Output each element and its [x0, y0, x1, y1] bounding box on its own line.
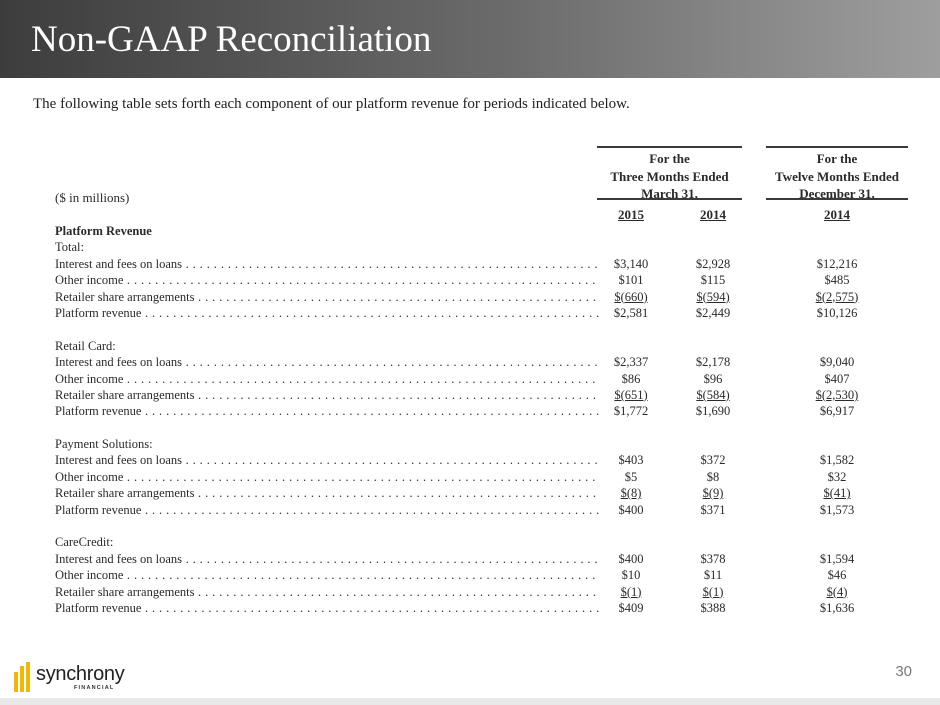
segment-name: Retail Card: [55, 338, 116, 353]
row-label: Retailer share arrangements . . . [55, 584, 600, 600]
row-spacer [55, 420, 875, 436]
cell-value: $407 [824, 371, 850, 386]
cell-value: $(8) [620, 486, 642, 501]
cell-value: $400 [618, 551, 644, 566]
row-label: Platform revenue . . . [55, 403, 600, 419]
logo-bar [14, 672, 18, 692]
page-number: 30 [895, 663, 912, 680]
cell-value: $388 [700, 600, 726, 615]
row-label: Platform revenue . . . [55, 305, 600, 321]
row-label: Retailer share arrangements . . . [55, 387, 600, 403]
cell-value: $371 [700, 502, 726, 517]
row-label: Other income . . . [55, 272, 600, 288]
column-group-twelve-months [766, 146, 908, 203]
company-logo [12, 662, 142, 694]
row-label: Other income . . . [55, 567, 600, 583]
cell-value: $11 [703, 568, 723, 583]
row-label: Retailer share arrangements . . . [55, 485, 600, 501]
page-title: Non-GAAP Reconciliation [31, 19, 432, 60]
row-label: Other income . . . [55, 469, 600, 485]
row-label: Retailer share arrangements . . . [55, 289, 600, 305]
reconciliation-table [55, 223, 875, 616]
segment-name: Total: [55, 240, 84, 255]
table-row [55, 600, 875, 616]
title-bar [0, 0, 940, 78]
cell-value: $(594) [696, 289, 730, 304]
cell-value: $403 [618, 453, 644, 468]
cell-value: $(2,575) [815, 289, 859, 304]
cell-value: $2,337 [613, 355, 649, 370]
year-header-2014-q: 2014 [700, 207, 726, 222]
cell-value: $(2,530) [815, 387, 859, 402]
cell-value: $(41) [823, 486, 851, 501]
table-row [55, 485, 875, 501]
cell-value: $400 [618, 502, 644, 517]
cell-value: $5 [624, 469, 638, 484]
cell-value: $86 [621, 371, 641, 386]
logo-bar [20, 666, 24, 692]
cell-value: $1,573 [819, 502, 855, 517]
table-row [55, 371, 875, 387]
row-label: Interest and fees on loans . . . [55, 452, 600, 468]
cell-value: $(1) [702, 584, 724, 599]
segment-heading [55, 534, 875, 550]
cell-value: $(660) [614, 289, 648, 304]
row-label: Interest and fees on loans . . . [55, 256, 600, 272]
cell-value: $1,582 [819, 453, 855, 468]
cell-value: $1,594 [819, 551, 855, 566]
column-rule [766, 198, 908, 200]
cell-value: $115 [700, 273, 726, 288]
row-label: Interest and fees on loans . . . [55, 551, 600, 567]
row-label: Other income . . . [55, 371, 600, 387]
cell-value: $10 [621, 568, 641, 583]
cell-value: $10,126 [816, 305, 858, 320]
cell-value: $(4) [826, 584, 848, 599]
cell-value: $12,216 [816, 256, 858, 271]
cell-value: $485 [824, 273, 850, 288]
cell-value: $(584) [696, 387, 730, 402]
section-heading [55, 223, 875, 239]
table-row [55, 387, 875, 403]
cell-value: $1,772 [613, 404, 649, 419]
cell-value: $9,040 [819, 355, 855, 370]
cell-value: $32 [827, 469, 847, 484]
cell-value: $(1) [620, 584, 642, 599]
cell-value: $6,917 [819, 404, 855, 419]
segment-heading [55, 239, 875, 255]
table-row [55, 403, 875, 419]
table-row [55, 256, 875, 272]
table-row [55, 305, 875, 321]
row-label: Platform revenue . . . [55, 502, 600, 518]
table-row [55, 272, 875, 288]
column-group-line: For the [816, 151, 858, 166]
logo-bar [26, 662, 30, 692]
logo-mark-icon [12, 662, 34, 692]
column-group-line: December 31, [799, 186, 875, 201]
cell-value: $378 [700, 551, 726, 566]
cell-value: $(651) [614, 387, 648, 402]
row-spacer [55, 321, 875, 337]
row-spacer [55, 518, 875, 534]
segment-name: Payment Solutions: [55, 437, 153, 452]
table-row [55, 584, 875, 600]
table-row [55, 502, 875, 518]
cell-value: $96 [703, 371, 723, 386]
column-group-line: Twelve Months Ended [775, 168, 899, 184]
cell-value: $1,690 [695, 404, 731, 419]
cell-value: $8 [706, 469, 720, 484]
cell-value: $1,636 [819, 600, 855, 615]
table-row [55, 354, 875, 370]
footer-bar [0, 698, 940, 705]
column-group-three-months [597, 146, 742, 203]
cell-value: $2,449 [695, 305, 731, 320]
cell-value: $372 [700, 453, 726, 468]
units-label: ($ in millions) [55, 190, 130, 205]
segment-name: CareCredit: [55, 535, 114, 550]
cell-value: $2,178 [695, 355, 731, 370]
table-row [55, 469, 875, 485]
cell-value: $2,581 [613, 305, 649, 320]
logo-wordmark: synchrony [36, 663, 125, 685]
table-row [55, 551, 875, 567]
cell-value: $3,140 [613, 256, 649, 271]
column-group-line: Three Months Ended [610, 168, 729, 184]
cell-value: $46 [827, 568, 847, 583]
segment-heading [55, 436, 875, 452]
row-label: Interest and fees on loans . . . [55, 354, 600, 370]
cell-value: $2,928 [695, 256, 731, 271]
year-header-2014-fy: 2014 [824, 207, 850, 222]
column-group-line: March 31, [641, 186, 698, 201]
logo-subtitle: FINANCIAL [74, 685, 115, 691]
segment-heading [55, 338, 875, 354]
year-header-2015: 2015 [618, 207, 644, 222]
table-row [55, 452, 875, 468]
column-rule [597, 198, 742, 200]
intro-text: The following table sets forth each component of our platform revenue for periods indicated below. [33, 96, 630, 112]
row-label: Platform revenue . . . [55, 600, 600, 616]
column-group-line: For the [649, 151, 690, 166]
cell-value: $(9) [702, 486, 724, 501]
table-row [55, 567, 875, 583]
table-row [55, 289, 875, 305]
cell-value: $409 [618, 600, 644, 615]
platform-revenue-heading: Platform Revenue [55, 224, 152, 238]
cell-value: $101 [618, 273, 644, 288]
